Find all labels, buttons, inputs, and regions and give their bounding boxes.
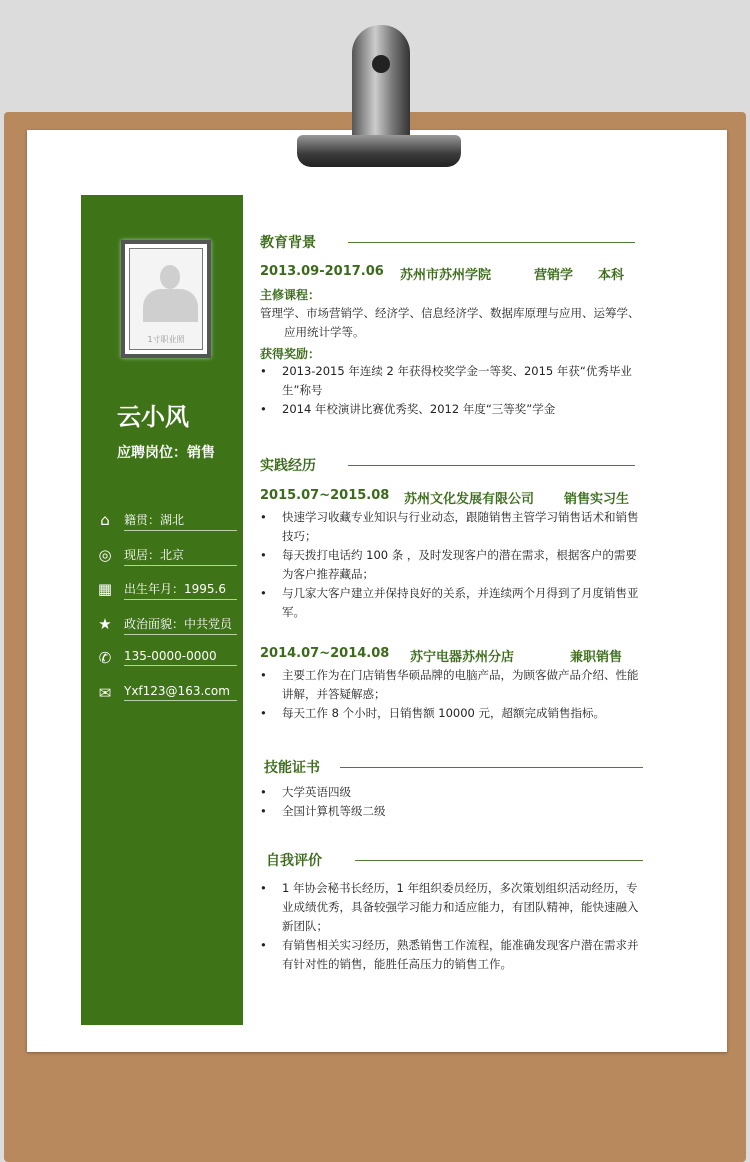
- section-skills: [260, 757, 635, 777]
- home-icon: ⌂: [100, 511, 110, 529]
- section-title: 实践经历: [260, 458, 316, 474]
- section-education: [260, 232, 635, 252]
- edu-major: 营销学: [534, 268, 574, 283]
- clip-hole: [372, 55, 390, 73]
- clip-base: [297, 135, 461, 167]
- edu-school: 苏州市苏州学院: [400, 268, 492, 283]
- info-item: [95, 684, 237, 704]
- photo-caption: 1寸职业照: [147, 335, 185, 344]
- section-title: 教育背景: [260, 235, 316, 251]
- job-role: 兼职销售: [570, 650, 623, 665]
- info-item: [95, 546, 237, 566]
- star-icon: ★: [98, 614, 112, 633]
- awards-label: 获得奖励：: [260, 347, 321, 361]
- job-period: 2014.07~2014.08: [260, 646, 390, 661]
- list-item: • 1 年协会秘书长经历，1 年组织委员经历，多次策划组织活动经历，专业成绩优秀，具备较强学习能力和适应能力，有团队精神，能快速融入新团队；: [260, 879, 640, 936]
- profile-photo: [121, 240, 211, 358]
- list-item: • 每天工作 8 个小时，日销售额 10000 元，超额完成销售指标。: [260, 704, 640, 723]
- job-role: 销售实习生: [564, 492, 630, 507]
- list-item: • 快速学习收藏专业知识与行业动态，跟随销售主管学习销售话术和销售技巧；: [260, 508, 640, 546]
- list-item: • 2013-2015 年连续 2 年获得校奖学金一等奖、2015 年获“优秀毕业生”称号: [260, 362, 640, 400]
- sidebar: [81, 195, 243, 1025]
- info-item: [95, 649, 237, 669]
- phone-icon: ✆: [98, 649, 112, 667]
- courses-text: 管理学、市场营销学、经济学、信息经济学、数据库原理与应用、运筹学、应用统计学等。: [260, 306, 640, 339]
- list-item: • 与几家大客户建立并保持良好的关系，并连续两个月得到了月度销售亚军。: [260, 584, 640, 622]
- binder-clip-icon: [352, 25, 410, 145]
- info-text: 现居：北京: [124, 546, 237, 566]
- list-item: • 主要工作为在门店销售华硕品牌的电脑产品，为顾客做产品介绍、性能讲解，并答疑解惑；: [260, 666, 640, 704]
- info-item: [95, 511, 237, 531]
- info-text: 政治面貌：中共党员: [124, 615, 237, 635]
- info-text: 135-0000-0000: [124, 649, 237, 666]
- list-item: • 2014 年校演讲比赛优秀奖、2012 年度“三等奖”学金: [260, 400, 640, 419]
- location-icon: ◎: [98, 545, 112, 564]
- self-evaluation-list: [260, 879, 640, 974]
- section-experience: [260, 455, 635, 475]
- candidate-name: 云小风: [117, 403, 189, 431]
- info-text: Yxf123@163.com: [124, 684, 237, 701]
- job-duties: [260, 508, 640, 622]
- awards-list: [260, 362, 640, 419]
- list-item: • 每天拨打电话约 100 条 ，及时发现客户的潜在需求，根据客户的需要为客户推荐藏品；: [260, 546, 640, 584]
- info-item: [95, 615, 237, 635]
- calendar-icon: ▦: [97, 580, 113, 598]
- list-item: • 全国计算机等级二级: [260, 802, 640, 821]
- list-item: • 有销售相关实习经历，熟悉销售工作流程，能准确发现客户潜在需求并有针对性的销售，能胜任高压力的销售工作。: [260, 936, 640, 974]
- section-title: 技能证书: [264, 760, 320, 776]
- job-duties: [260, 666, 640, 723]
- job-company: 苏州文化发展有限公司: [404, 492, 535, 507]
- courses-label: 主修课程：: [260, 288, 321, 302]
- edu-period: 2013.09-2017.06: [260, 264, 384, 279]
- target-position: 应聘岗位：销售: [117, 445, 215, 461]
- mail-icon: ✉: [98, 683, 112, 702]
- section-title: 自我评价: [266, 853, 322, 869]
- section-self-evaluation: [260, 850, 635, 870]
- skills-list: [260, 783, 640, 821]
- job-period: 2015.07~2015.08: [260, 488, 390, 503]
- job-company: 苏宁电器苏州分店: [410, 650, 515, 665]
- info-item: [95, 580, 237, 600]
- avatar-body: [143, 289, 198, 322]
- edu-degree: 本科: [598, 268, 625, 283]
- info-text: 籍贯：湖北: [124, 511, 237, 531]
- list-item: • 大学英语四级: [260, 783, 640, 802]
- info-text: 出生年月：1995.6: [124, 580, 237, 600]
- avatar-head: [160, 265, 180, 289]
